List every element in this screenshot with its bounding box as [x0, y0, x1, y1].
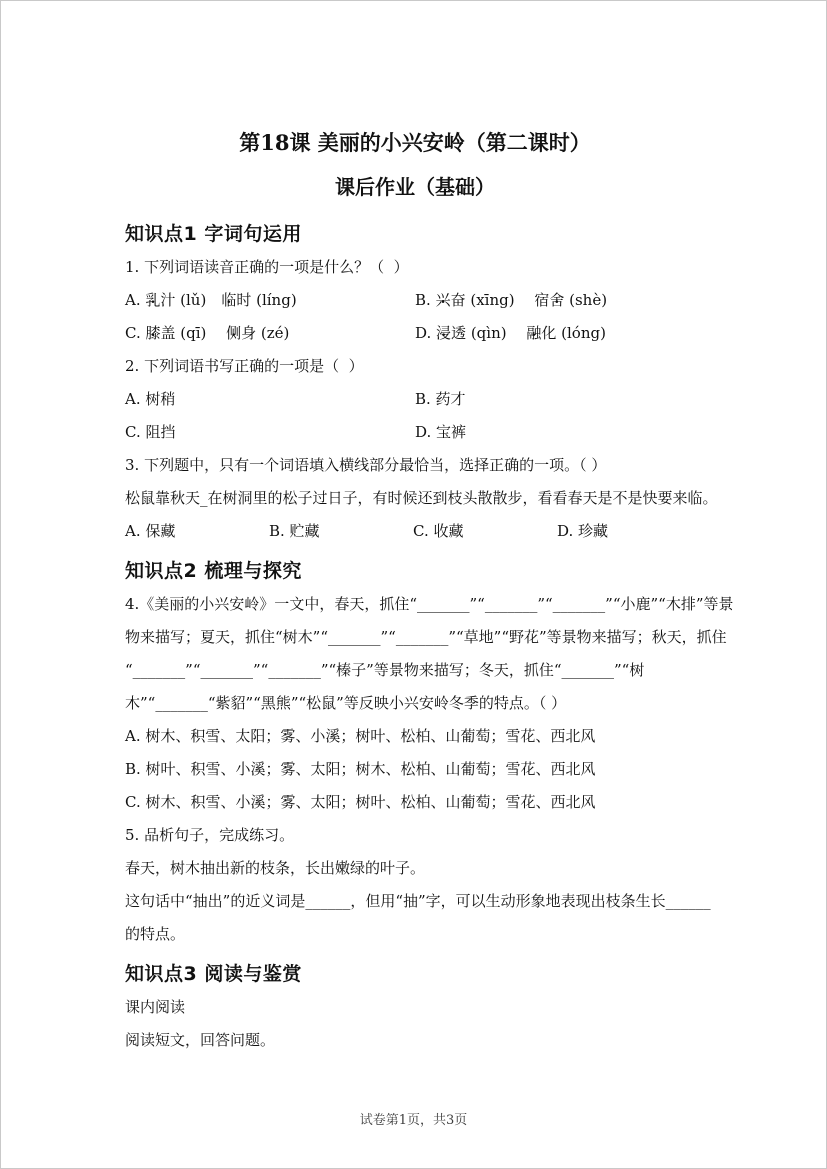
section-heading-knowledge-point-1: 知识点1 字词句运用 [125, 223, 302, 245]
footer-page-number: 试卷第1页，共3页 [359, 1113, 468, 1128]
q4-text-line-2: 物来描写；夏天，抓住“树木”“_______”“_______”“草地”“野花”等景物来描写；秋天，抓住 [125, 628, 727, 646]
page-title: 第18课 美丽的小兴安岭（第二课时） [239, 130, 591, 155]
q3-options-row [125, 515, 705, 548]
q1-option-d: D. 浸 .透 (qìn) 融 .化 (lóng) [415, 317, 705, 350]
q1-options-row-2 [125, 317, 705, 350]
q2-option-a: A. 树稍 [125, 390, 176, 408]
q5-stem: 5. 品析句子，完成练习。 [125, 826, 295, 844]
q4-option-b: B. 树叶、积雪、小溪；雾、太阳；树木、松柏、山葡萄；雪花、西北风 [125, 760, 596, 778]
q3-stem: 3. 下列题中，只有一个词语填入横线部分最恰当，选择正确的一项。（ ） [125, 456, 607, 474]
section-heading-knowledge-point-3: 知识点3 阅读与鉴赏 [125, 963, 302, 985]
page-subtitle: 课后作业（基础） [335, 175, 495, 199]
q5-fill-line-2: 的特点。 [125, 925, 186, 943]
q4-text-line-1: 4.《美丽的小兴安岭》一文中，春天，抓住“_______”“_______”“_______”“小鹿”“木排”等景 [125, 595, 734, 613]
q5-sentence: 春天，树木抽出新的枝条，长出嫩绿的叶子。 [125, 859, 426, 877]
section-heading-knowledge-point-2: 知识点2 梳理与探究 [125, 560, 302, 582]
reading-type-label: 课内阅读 [125, 998, 186, 1016]
q3-sentence: 松鼠靠秋天_在树洞里的松子过日子，有时候还到枝头散散步，看看春天是不是快要来临。 [125, 489, 718, 507]
q3-option-d: D. 珍藏 [557, 522, 609, 540]
q3-option-b: B. 贮藏 [269, 522, 320, 540]
q4-text-line-3: “_______”“_______”“_______”“榛子”等景物来描写；冬天，抓住“_______”“树 [125, 661, 645, 679]
q1-option-a: A. 乳 .汁 (lǔ) 临 .时 (líng) [125, 284, 415, 317]
q4-option-a: A. 树木、积雪、太阳；雾、小溪；树叶、松柏、山葡萄；雪花、西北风 [125, 727, 596, 745]
worksheet-content [125, 1, 734, 1057]
q4-option-c: C. 树木、积雪、小溪；雾、太阳；树叶、松柏、山葡萄；雪花、西北风 [125, 793, 596, 811]
q2-options-row-2 [125, 416, 705, 449]
reading-instruction: 阅读短文，回答问题。 [125, 1031, 276, 1049]
q4-text-line-4: 木”“_______“紫貂”“黑熊”“松鼠”等反映小兴安岭冬季的特点。（ ） [125, 694, 567, 712]
q3-option-a: A. 保藏 [125, 522, 176, 540]
q2-option-c: C. 阻挡 [125, 423, 176, 441]
q3-option-c: C. 收藏 [413, 522, 464, 540]
q1-stem: 1. 下列词语读音正确的一项是什么？（ ） [125, 258, 409, 276]
q2-option-b: B. 药才 [415, 390, 466, 408]
q2-options-row-1 [125, 383, 705, 416]
q1-option-b: B. 兴 .奋 (xīng) 宿舍 . (shè) [415, 284, 705, 317]
q1-option-c: C. 膝 .盖 (qī) 侧 .身 (zé) [125, 317, 415, 350]
q2-stem: 2. 下列词语书写正确的一项是（ ） [125, 357, 364, 375]
q1-options-row-1 [125, 284, 705, 317]
q5-fill-line-1: 这句话中“抽出”的近义词是______，但用“抽”字，可以生动形象地表现出枝条生长______ [125, 892, 711, 910]
q2-option-d: D. 宝裤 [415, 423, 467, 441]
